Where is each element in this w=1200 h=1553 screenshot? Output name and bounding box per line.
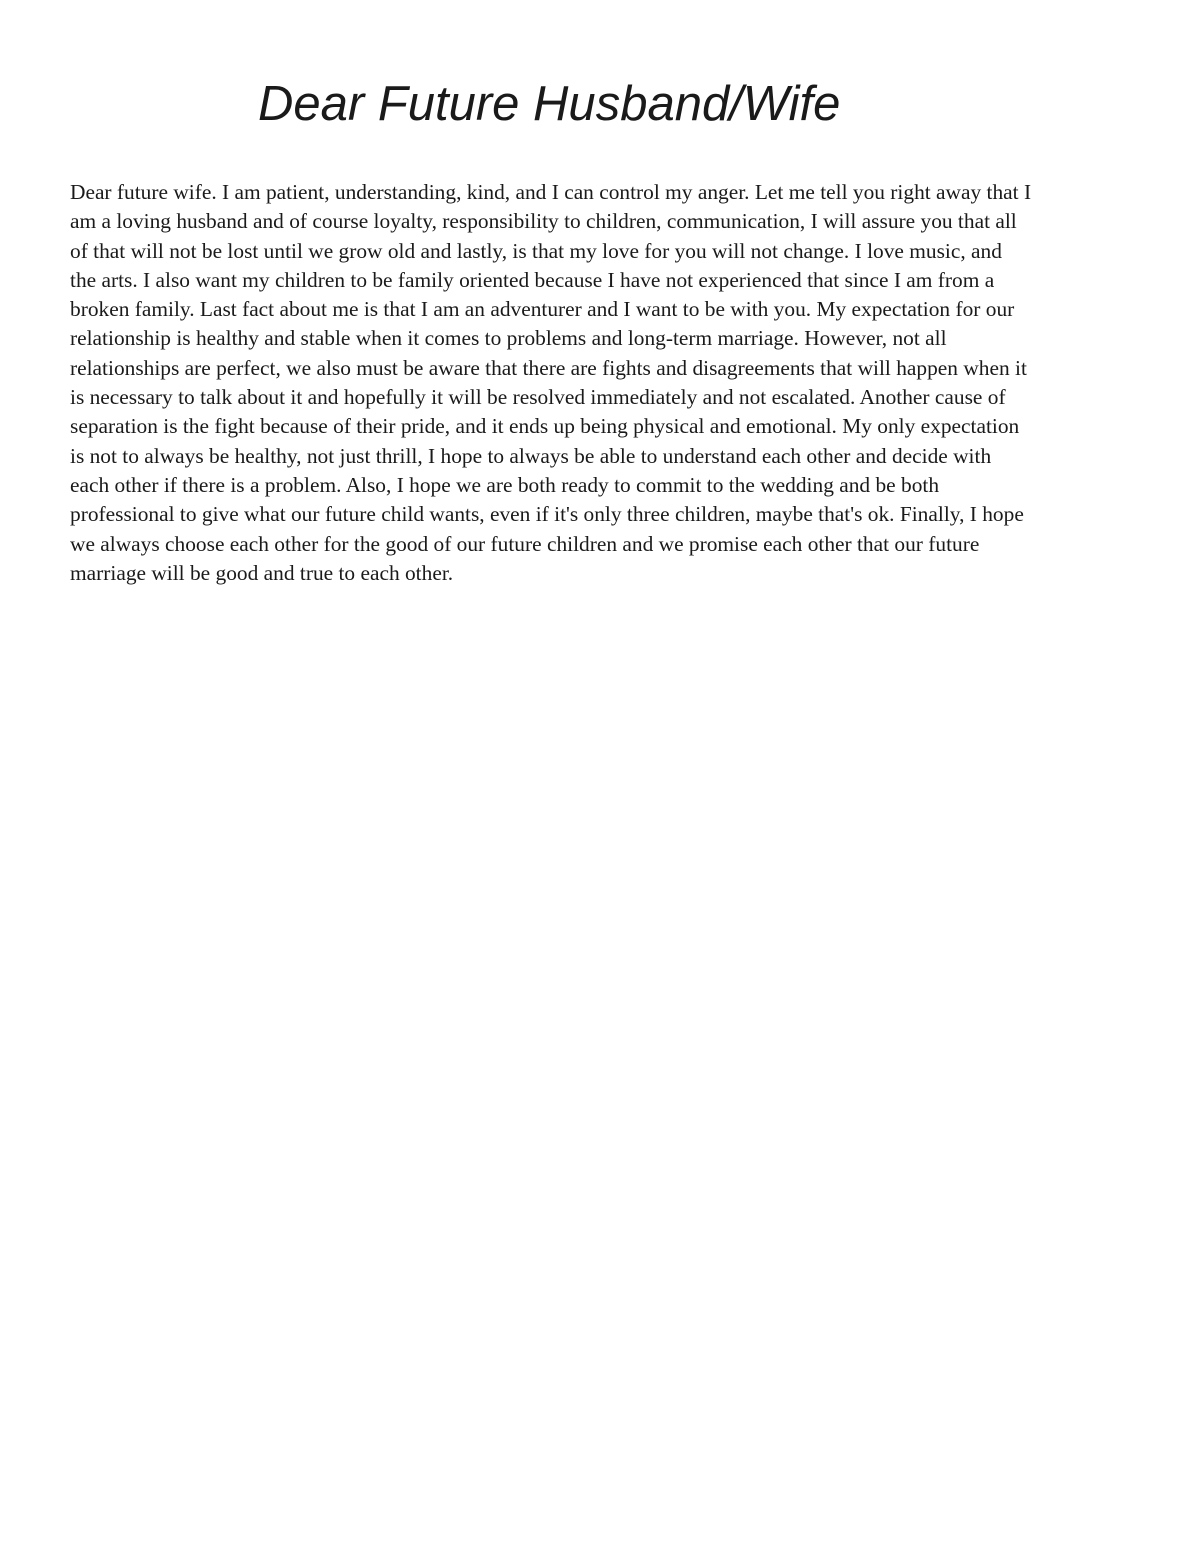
document-title: Dear Future Husband/Wife	[258, 77, 841, 131]
body-line: relationship is healthy and stable when it comes to problems and long-term marriage. However, not all	[70, 326, 947, 351]
body-line: am a loving husband and of course loyalty, responsibility to children, communication, I will assure you that all	[70, 209, 1017, 234]
body-line: professional to give what our future child wants, even if it's only three children, maybe that's ok. Finally, I hope	[70, 502, 1024, 527]
body-line: broken family. Last fact about me is that I am an adventurer and I want to be with you. My expectation for our	[70, 297, 1015, 322]
body-line: Dear future wife. I am patient, understanding, kind, and I can control my anger. Let me tell you right away that I	[70, 180, 1032, 204]
body-line: of that will not be lost until we grow old and lastly, is that my love for you will not change. I love music, and	[70, 238, 1002, 263]
body-line: is necessary to talk about it and hopefully it will be resolved immediately and not escalated. Another cause of	[70, 385, 1006, 410]
body-line: we always choose each other for the good of our future children and we promise each other that our future	[70, 531, 980, 556]
body-line: relationships are perfect, we also must be aware that there are fights and disagreements that will happen when it	[70, 355, 1027, 380]
letter-body	[70, 178, 1132, 588]
body-line: marriage will be good and true to each other.	[70, 560, 454, 585]
body-line: separation is the fight because of their pride, and it ends up being physical and emotional. My only expectation	[70, 414, 1020, 439]
body-line: each other if there is a problem. Also, I hope we are both ready to commit to the wedding and be both	[70, 472, 940, 497]
body-line: the arts. I also want my children to be family oriented because I have not experienced that since I am from a	[70, 267, 995, 292]
body-line: is not to always be healthy, not just thrill, I hope to always be able to understand each other and decide with	[70, 443, 992, 468]
